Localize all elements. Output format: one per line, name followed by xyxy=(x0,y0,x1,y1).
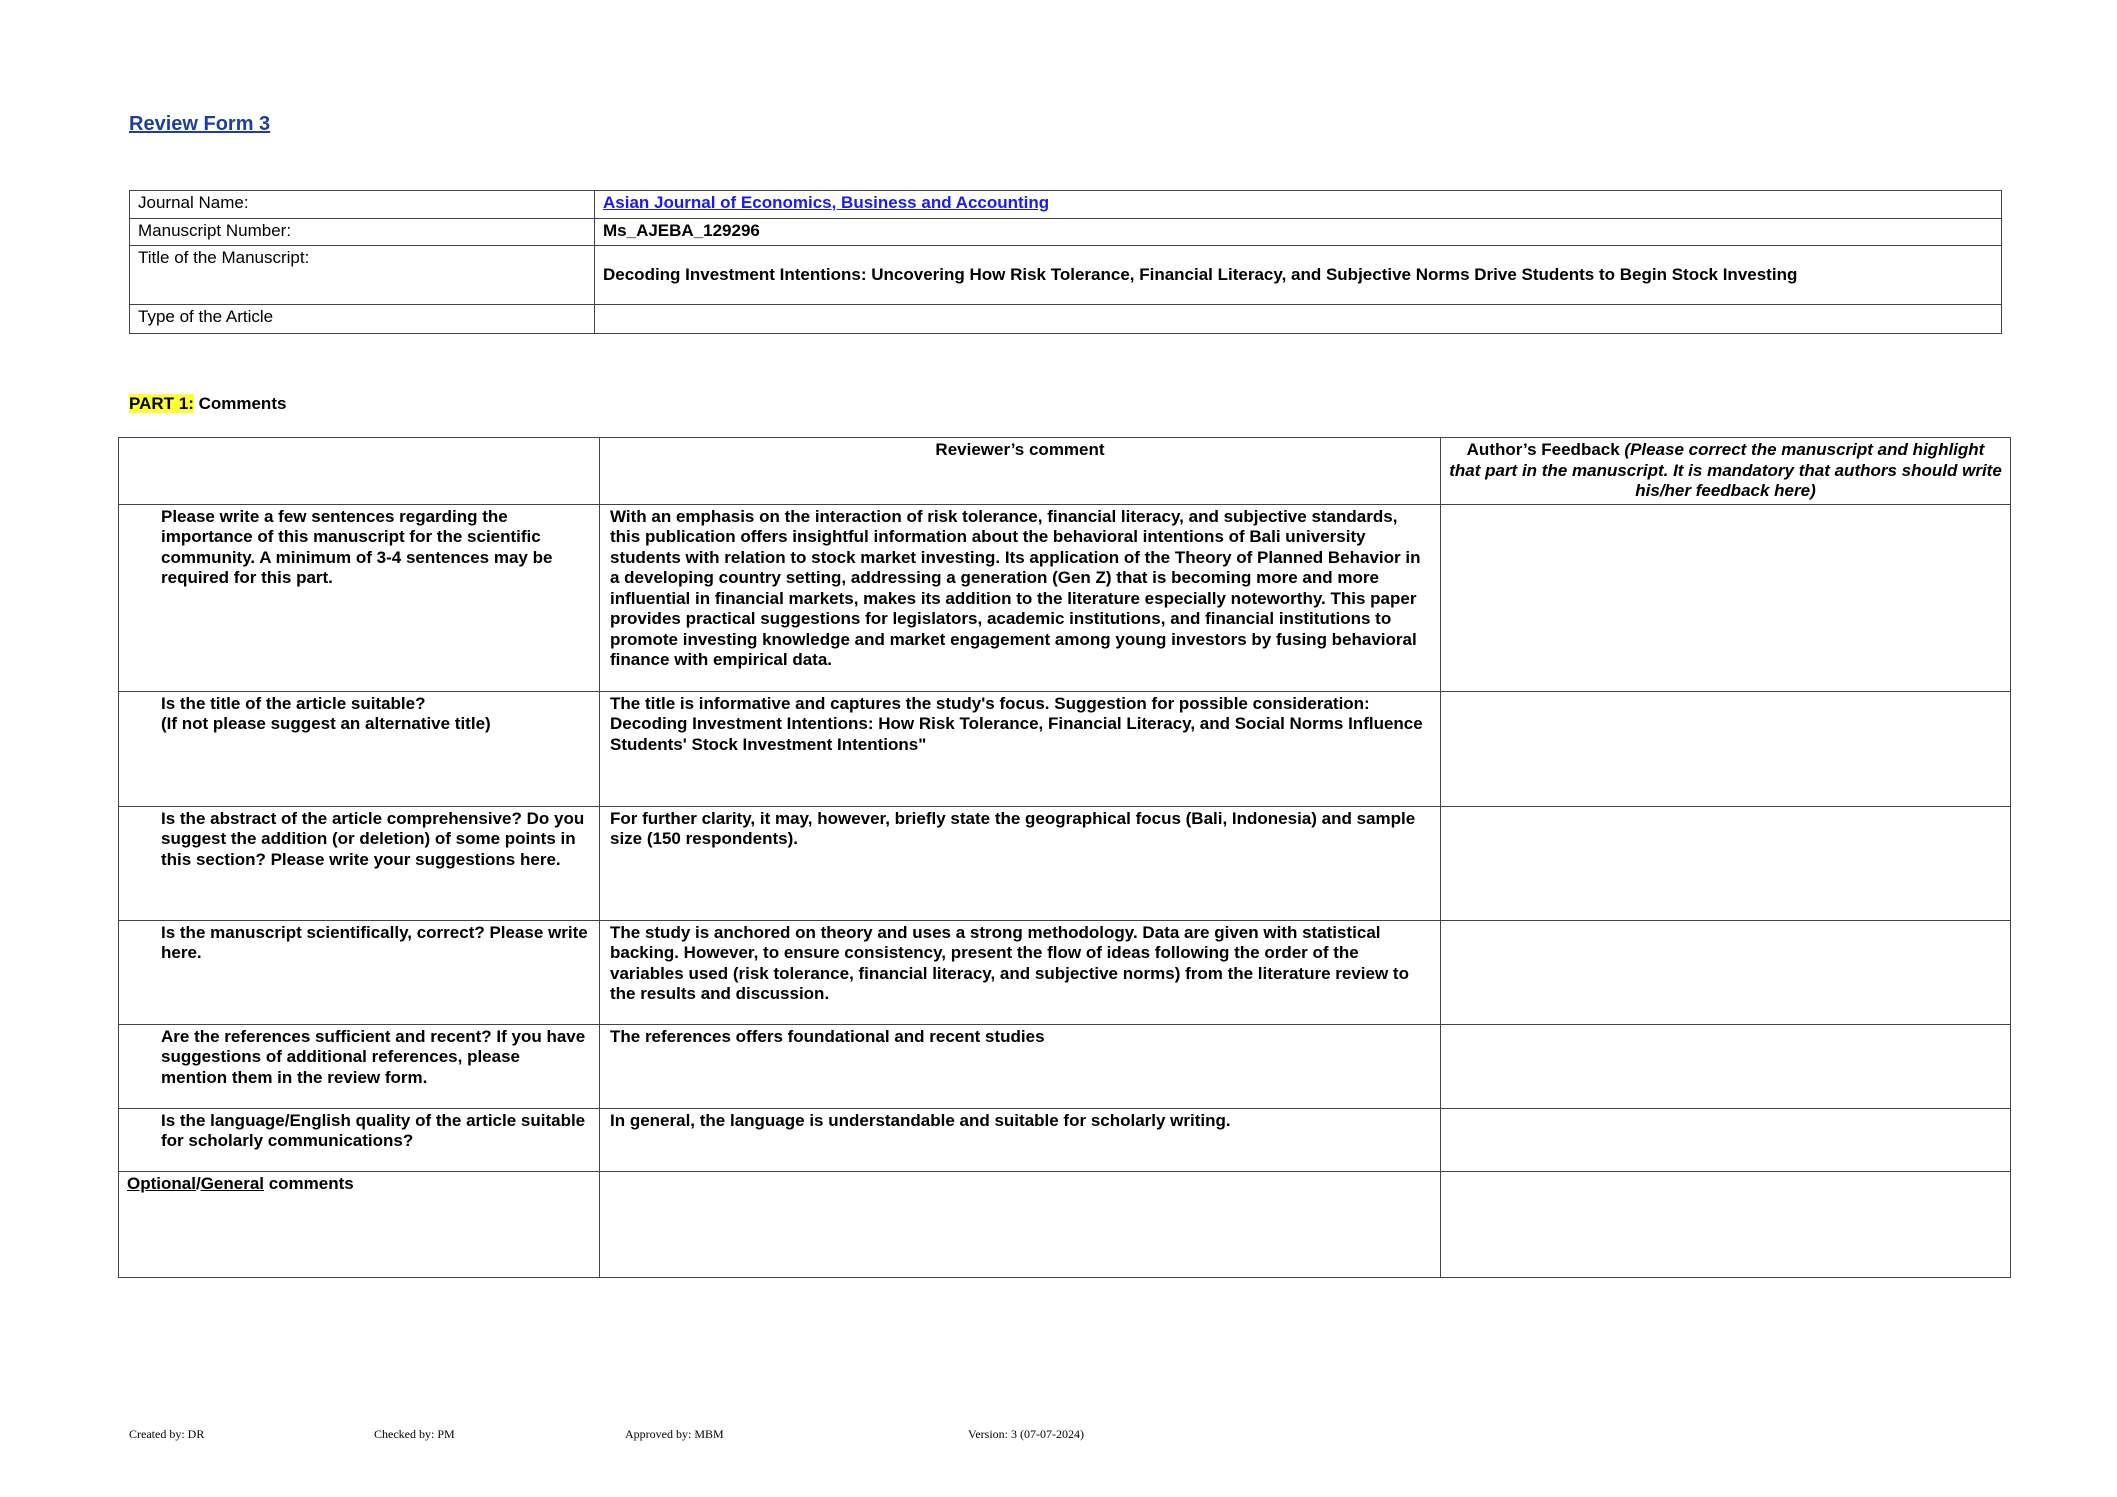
table-row xyxy=(119,691,2011,806)
footer-created-by: Created by: DR xyxy=(129,1427,205,1441)
author-feedback-cell[interactable] xyxy=(1441,920,2011,1024)
footer-version: Version: 3 (07-07-2024) xyxy=(968,1427,1084,1441)
optional-comments-label xyxy=(119,1171,600,1277)
optional-reviewer-comment[interactable] xyxy=(600,1171,1441,1277)
part1-label: PART 1: xyxy=(129,394,194,413)
table-row xyxy=(119,1108,2011,1171)
question-title-line1: Is the title of the article suitable? xyxy=(161,693,426,713)
author-feedback-cell[interactable] xyxy=(1441,504,2011,691)
author-feedback-header-note: (Please correct the manuscript and highlight that part in the manuscript. It is mandatory that authors should write his/her feedback here) xyxy=(1449,440,2002,500)
optional-author-feedback[interactable] xyxy=(1441,1171,2011,1277)
manuscript-title-label: Title of the Manuscript: xyxy=(130,246,595,305)
table-row xyxy=(119,920,2011,1024)
reviewer-comment-header: Reviewer’s comment xyxy=(600,438,1441,505)
question-language: Is the language/English quality of the article suitable for scholarly communications? xyxy=(119,1108,600,1171)
footer-approved-by: Approved by: MBM xyxy=(625,1427,724,1441)
question-title xyxy=(119,691,600,806)
reviewer-comment: The references offers foundational and recent studies xyxy=(600,1024,1441,1108)
table-row xyxy=(119,504,2011,691)
comments-label: comments xyxy=(264,1173,354,1193)
question-references: Are the references sufficient and recent? If you have suggestions of additional references, please mention them in the review form. xyxy=(119,1024,600,1108)
journal-name-row xyxy=(130,191,2002,219)
journal-name-label: Journal Name: xyxy=(130,191,595,219)
author-feedback-header-prefix: Author’s Feedback xyxy=(1466,440,1625,459)
form-title: Review Form 3 xyxy=(129,113,271,135)
journal-name-link[interactable]: Asian Journal of Economics, Business and Accounting xyxy=(603,193,1050,212)
comments-table xyxy=(118,437,2011,1278)
general-label: General xyxy=(200,1173,264,1193)
question-scientific: Is the manuscript scientifically, correct? Please write here. xyxy=(119,920,600,1024)
author-feedback-cell[interactable] xyxy=(1441,1108,2011,1171)
reviewer-comment: In general, the language is understandable and suitable for scholarly writing. xyxy=(600,1108,1441,1171)
article-type-value[interactable] xyxy=(595,305,2002,334)
question-abstract: Is the abstract of the article comprehensive? Do you suggest the addition (or deletion) of some points in this section? Please write your suggestions here. xyxy=(119,806,600,920)
author-feedback-header xyxy=(1441,438,2011,505)
journal-name-cell xyxy=(595,191,2002,219)
comments-header-row xyxy=(119,438,2011,505)
manuscript-number-row xyxy=(130,219,2002,246)
manuscript-title-row xyxy=(130,246,2002,305)
footer-checked-by: Checked by: PM xyxy=(374,1427,455,1441)
part1-title: Comments xyxy=(193,394,287,413)
question-header xyxy=(119,438,600,505)
article-type-label: Type of the Article xyxy=(130,305,595,334)
question-title-line2: (If not please suggest an alternative title) xyxy=(161,714,491,733)
optional-label: Optional xyxy=(127,1173,196,1193)
reviewer-comment: For further clarity, it may, however, briefly state the geographical focus (Bali, Indonesia) and sample size (150 respondents). xyxy=(600,806,1441,920)
article-type-row xyxy=(130,305,2002,334)
manuscript-number-label: Manuscript Number: xyxy=(130,219,595,246)
optional-comments-row xyxy=(119,1171,2011,1277)
manuscript-number-value: Ms_AJEBA_129296 xyxy=(595,219,2002,246)
part1-heading xyxy=(129,394,286,414)
author-feedback-cell[interactable] xyxy=(1441,1024,2011,1108)
author-feedback-cell[interactable] xyxy=(1441,691,2011,806)
optional-slash: / xyxy=(195,1173,201,1193)
question-importance: Please write a few sentences regarding the importance of this manuscript for the scientific community. A minimum of 3-4 sentences may be required for this part. xyxy=(119,504,600,691)
table-row xyxy=(119,1024,2011,1108)
author-feedback-cell[interactable] xyxy=(1441,806,2011,920)
reviewer-comment: The title is informative and captures the study's focus. Suggestion for possible consideration: Decoding Investment Intentions: How Risk Tolerance, Financial Literacy, and Social Norms Influence Students' Stock Investment Intentions" xyxy=(600,691,1441,806)
manuscript-info-table xyxy=(129,190,2002,334)
manuscript-title-value: Decoding Investment Intentions: Uncovering How Risk Tolerance, Financial Literacy, and Subjective Norms Drive Students to Begin Stock Investing xyxy=(595,246,2002,305)
reviewer-comment: The study is anchored on theory and uses a strong methodology. Data are given with statistical backing. However, to ensure consistency, present the flow of ideas following the order of the variables used (risk tolerance, financial literacy, and subjective norms) from the literature review to the results and discussion. xyxy=(600,920,1441,1024)
table-row xyxy=(119,806,2011,920)
reviewer-comment: With an emphasis on the interaction of risk tolerance, financial literacy, and subjective standards, this publication offers insightful information about the behavioral intentions of Bali university students with relation to stock market investing. Its application of the Theory of Planned Behavior in a developing country setting, addressing a generation (Gen Z) that is becoming more and more influential in financial markets, makes its addition to the literature especially noteworthy. This paper provides practical suggestions for legislators, academic institutions, and financial institutions to promote investing knowledge and market engagement among young investors by fusing behavioral finance with empirical data. xyxy=(600,504,1441,691)
